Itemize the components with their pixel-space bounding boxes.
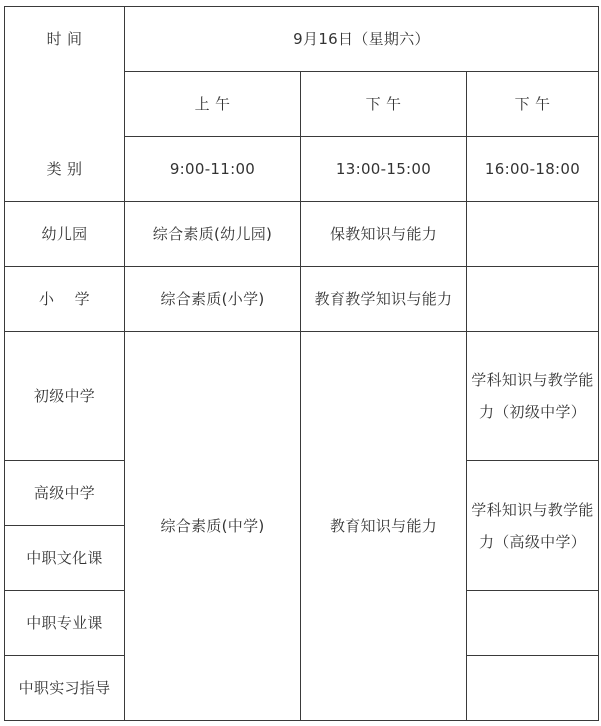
category-vocational-professional: 中职专业课: [5, 591, 125, 656]
cell-junior-middle-s3: 学科知识与教学能力（初级中学）: [467, 332, 599, 461]
corner-time-label: 时 间: [5, 7, 125, 72]
session-label-morning: 上 午: [125, 72, 301, 137]
table-row: [5, 72, 599, 137]
session-label-afternoon-1: 下 午: [301, 72, 467, 137]
date-header: 9月16日（星期六）: [125, 7, 599, 72]
table-row: [5, 137, 599, 202]
category-senior-high: 高级中学: [5, 461, 125, 526]
table-row: [5, 7, 599, 72]
category-vocational-culture: 中职文化课: [5, 526, 125, 591]
session-time-afternoon-1: 13:00-15:00: [301, 137, 467, 202]
session-time-morning: 9:00-11:00: [125, 137, 301, 202]
exam-schedule-table: [4, 6, 599, 721]
corner-category-label: 类 别: [5, 137, 125, 202]
category-junior-middle: 初级中学: [5, 332, 125, 461]
cell-kindergarten-s2: 保教知识与能力: [301, 202, 467, 267]
cell-secondary-merged-s1: 综合素质(中学): [125, 332, 301, 721]
cell-primary-s3: [467, 267, 599, 332]
table-row: [5, 332, 599, 461]
cell-kindergarten-s1: 综合素质(幼儿园): [125, 202, 301, 267]
corner-spacer: [5, 72, 125, 137]
session-time-afternoon-2: 16:00-18:00: [467, 137, 599, 202]
category-primary: 小 学: [5, 267, 125, 332]
category-kindergarten: 幼儿园: [5, 202, 125, 267]
table-row: [5, 267, 599, 332]
cell-vocational-professional-s3: [467, 591, 599, 656]
cell-primary-s1: 综合素质(小学): [125, 267, 301, 332]
cell-secondary-merged-s2: 教育知识与能力: [301, 332, 467, 721]
cell-primary-s2: 教育教学知识与能力: [301, 267, 467, 332]
cell-senior-high-s3: 学科知识与教学能力（高级中学）: [467, 461, 599, 591]
cell-kindergarten-s3: [467, 202, 599, 267]
session-label-afternoon-2: 下 午: [467, 72, 599, 137]
table-row: [5, 202, 599, 267]
category-vocational-practice: 中职实习指导: [5, 656, 125, 721]
cell-vocational-practice-s3: [467, 656, 599, 721]
